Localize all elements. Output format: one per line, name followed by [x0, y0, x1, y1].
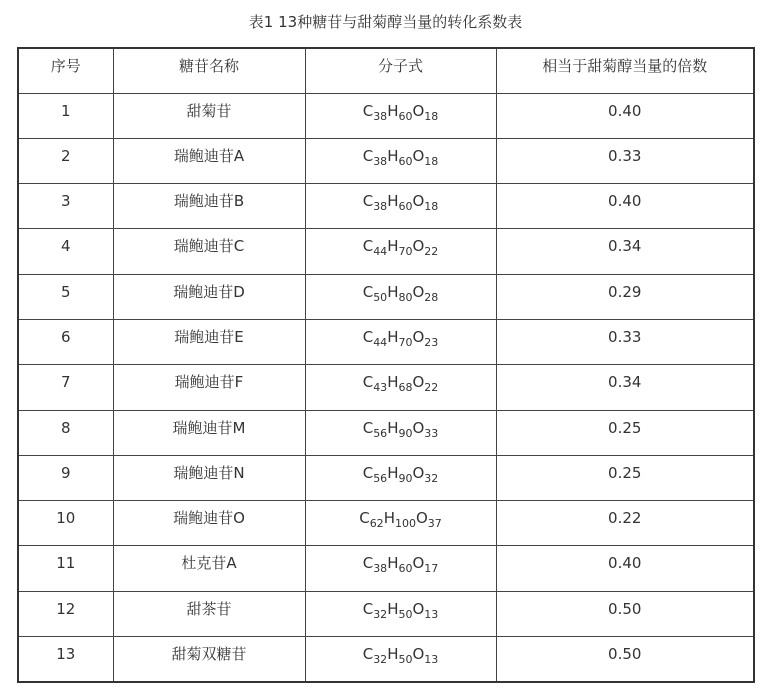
cell-glycoside-name: 瑞鲍迪苷A [113, 138, 305, 183]
formula-element: C [362, 599, 374, 618]
cell-index: 3 [18, 184, 113, 229]
formula-subscript: 68 [398, 381, 413, 395]
formula-element: C [362, 554, 374, 573]
table-body [18, 93, 754, 682]
formula-subscript: 60 [398, 200, 413, 214]
formula-element: H [387, 237, 399, 256]
cell-equivalent-factor: 0.25 [496, 455, 754, 500]
formula-element: H [387, 373, 399, 392]
formula-element: H [387, 645, 399, 664]
formula-element: O [412, 237, 425, 256]
formula-element: O [412, 146, 425, 165]
formula-element: H [387, 146, 399, 165]
formula-subscript: 70 [398, 335, 413, 349]
formula-element: H [387, 418, 399, 437]
formula-subscript: 70 [398, 245, 413, 259]
table-row [18, 637, 754, 682]
formula-element: C [362, 146, 374, 165]
formula-element: O [412, 282, 425, 301]
cell-equivalent-factor: 0.29 [496, 274, 754, 319]
formula-subscript: 17 [424, 562, 439, 576]
formula-subscript: 33 [424, 426, 439, 440]
formula-subscript: 18 [424, 109, 439, 123]
table-header-row [18, 48, 754, 93]
formula-subscript: 38 [373, 109, 388, 123]
formula-element: H [383, 509, 395, 528]
cell-equivalent-factor: 0.33 [496, 138, 754, 183]
cell-index: 11 [18, 546, 113, 591]
cell-index: 2 [18, 138, 113, 183]
cell-glycoside-name: 甜茶苷 [113, 591, 305, 636]
cell-index: 4 [18, 229, 113, 274]
cell-equivalent-factor: 0.40 [496, 184, 754, 229]
formula-subscript: 22 [424, 245, 439, 259]
header-glycoside-name: 糖苷名称 [113, 48, 305, 93]
cell-index: 9 [18, 455, 113, 500]
cell-molecular-formula [305, 501, 496, 546]
cell-molecular-formula [305, 410, 496, 455]
cell-index: 1 [18, 93, 113, 138]
cell-index: 8 [18, 410, 113, 455]
formula-element: O [412, 327, 425, 346]
formula-subscript: 60 [398, 562, 413, 576]
cell-equivalent-factor: 0.22 [496, 501, 754, 546]
cell-equivalent-factor: 0.33 [496, 319, 754, 364]
formula-subscript: 22 [424, 381, 439, 395]
formula-element: H [387, 554, 399, 573]
formula-element: O [412, 554, 425, 573]
formula-subscript: 60 [398, 154, 413, 168]
cell-glycoside-name: 瑞鲍迪苷B [113, 184, 305, 229]
formula-element: O [412, 418, 425, 437]
formula-subscript: 50 [398, 607, 413, 621]
cell-glycoside-name: 瑞鲍迪苷N [113, 455, 305, 500]
cell-glycoside-name: 瑞鲍迪苷E [113, 319, 305, 364]
formula-subscript: 28 [424, 290, 439, 304]
table-row [18, 229, 754, 274]
cell-equivalent-factor: 0.34 [496, 229, 754, 274]
cell-glycoside-name: 瑞鲍迪苷M [113, 410, 305, 455]
cell-index: 6 [18, 319, 113, 364]
formula-element: C [362, 101, 374, 120]
formula-subscript: 44 [373, 245, 388, 259]
cell-glycoside-name: 甜菊苷 [113, 93, 305, 138]
table-row [18, 455, 754, 500]
cell-index: 10 [18, 501, 113, 546]
formula-element: O [412, 645, 425, 664]
formula-element: C [362, 282, 374, 301]
cell-glycoside-name: 瑞鲍迪苷C [113, 229, 305, 274]
formula-subscript: 32 [373, 653, 388, 667]
formula-element: H [387, 463, 399, 482]
cell-glycoside-name: 杜克苷A [113, 546, 305, 591]
formula-element: O [412, 599, 425, 618]
table-row [18, 93, 754, 138]
cell-equivalent-factor: 0.50 [496, 591, 754, 636]
formula-subscript: 38 [373, 200, 388, 214]
formula-element: O [412, 192, 425, 211]
formula-subscript: 13 [424, 607, 439, 621]
formula-element: H [387, 101, 399, 120]
table-row [18, 501, 754, 546]
cell-molecular-formula [305, 591, 496, 636]
table-row [18, 319, 754, 364]
formula-subscript: 38 [373, 154, 388, 168]
formula-element: C [362, 192, 374, 211]
formula-element: C [362, 418, 374, 437]
table-row [18, 410, 754, 455]
formula-subscript: 56 [373, 426, 388, 440]
formula-subscript: 23 [424, 335, 439, 349]
cell-molecular-formula [305, 93, 496, 138]
formula-element: H [387, 327, 399, 346]
formula-subscript: 50 [398, 653, 413, 667]
cell-index: 12 [18, 591, 113, 636]
formula-element: H [387, 192, 399, 211]
cell-molecular-formula [305, 184, 496, 229]
table-row [18, 184, 754, 229]
cell-index: 5 [18, 274, 113, 319]
table-caption: 表1 13种糖苷与甜菊醇当量的转化系数表 [248, 13, 523, 31]
cell-equivalent-factor: 0.25 [496, 410, 754, 455]
conversion-factor-table [17, 47, 755, 683]
formula-subscript: 37 [427, 517, 442, 531]
formula-element: H [387, 599, 399, 618]
formula-subscript: 38 [373, 562, 388, 576]
formula-element: C [362, 327, 374, 346]
formula-element: O [412, 101, 425, 120]
cell-molecular-formula [305, 138, 496, 183]
formula-element: O [412, 373, 425, 392]
formula-subscript: 13 [424, 653, 439, 667]
cell-glycoside-name: 瑞鲍迪苷F [113, 365, 305, 410]
formula-subscript: 32 [373, 607, 388, 621]
formula-element: H [387, 282, 399, 301]
formula-subscript: 60 [398, 109, 413, 123]
formula-subscript: 32 [424, 471, 439, 485]
cell-molecular-formula [305, 637, 496, 682]
cell-molecular-formula [305, 229, 496, 274]
formula-subscript: 18 [424, 200, 439, 214]
cell-molecular-formula [305, 546, 496, 591]
cell-glycoside-name: 甜菊双糖苷 [113, 637, 305, 682]
cell-glycoside-name: 瑞鲍迪苷D [113, 274, 305, 319]
cell-molecular-formula [305, 365, 496, 410]
cell-molecular-formula [305, 274, 496, 319]
formula-subscript: 80 [398, 290, 413, 304]
formula-subscript: 50 [373, 290, 388, 304]
cell-index: 13 [18, 637, 113, 682]
header-index: 序号 [18, 48, 113, 93]
cell-equivalent-factor: 0.50 [496, 637, 754, 682]
cell-glycoside-name: 瑞鲍迪苷O [113, 501, 305, 546]
cell-index: 7 [18, 365, 113, 410]
formula-subscript: 62 [369, 517, 384, 531]
formula-element: O [415, 509, 428, 528]
cell-equivalent-factor: 0.34 [496, 365, 754, 410]
formula-subscript: 90 [398, 426, 413, 440]
formula-element: C [362, 373, 374, 392]
table-row [18, 274, 754, 319]
cell-molecular-formula [305, 455, 496, 500]
table-row [18, 365, 754, 410]
formula-subscript: 43 [373, 381, 388, 395]
table-row [18, 138, 754, 183]
table-row [18, 546, 754, 591]
formula-element: C [362, 237, 374, 256]
formula-subscript: 18 [424, 154, 439, 168]
formula-element: C [362, 463, 374, 482]
cell-equivalent-factor: 0.40 [496, 546, 754, 591]
header-steviol-equivalent-factor: 相当于甜菊醇当量的倍数 [496, 48, 754, 93]
formula-subscript: 100 [394, 517, 416, 531]
cell-equivalent-factor: 0.40 [496, 93, 754, 138]
table-row [18, 591, 754, 636]
formula-element: C [362, 645, 374, 664]
formula-element: O [412, 463, 425, 482]
header-molecular-formula: 分子式 [305, 48, 496, 93]
formula-subscript: 90 [398, 471, 413, 485]
formula-subscript: 56 [373, 471, 388, 485]
formula-element: C [359, 509, 370, 528]
cell-molecular-formula [305, 319, 496, 364]
formula-subscript: 44 [373, 335, 388, 349]
